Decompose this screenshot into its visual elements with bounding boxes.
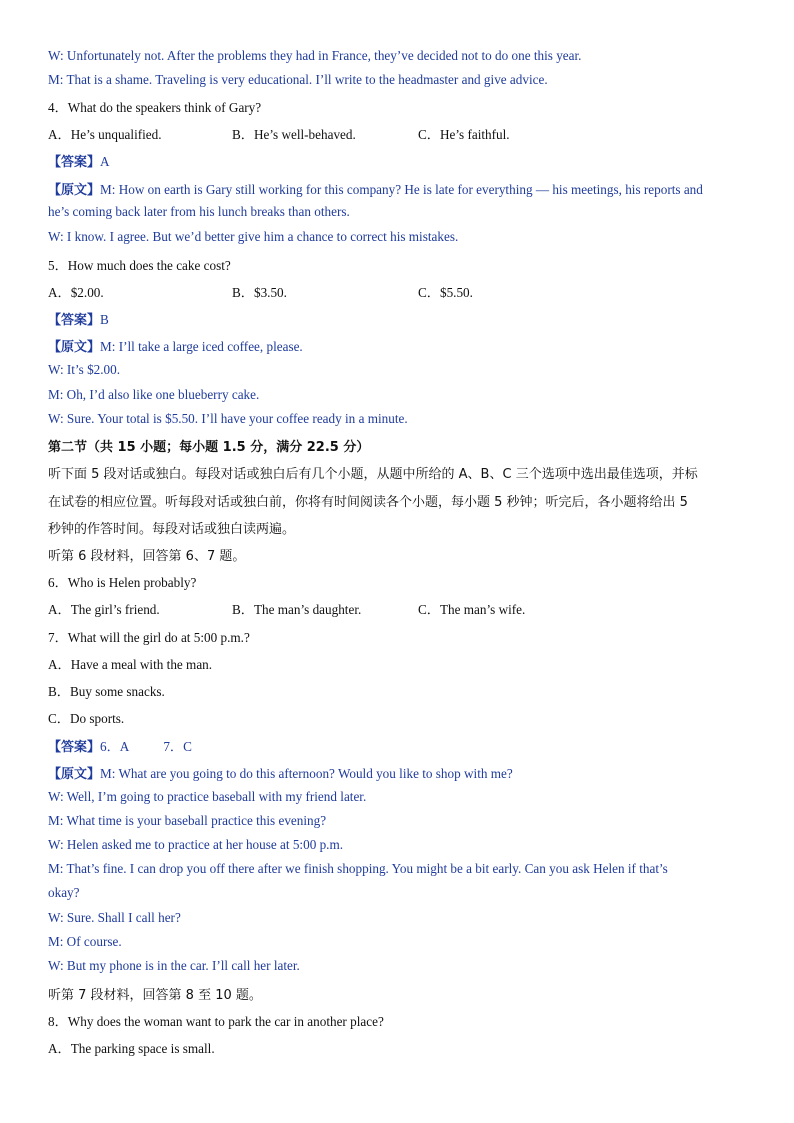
transcript-line: W: Helen asked me to practice at her house at 5:00 p.m. (48, 837, 344, 852)
question-4: 4．What do the speakers think of Gary? (48, 100, 262, 115)
question-5: 5．How much does the cake cost? (48, 258, 231, 273)
transcript-line: W: It’s $2.00. (48, 362, 121, 377)
transcript-line: W: Well, I’m going to practice baseball with my friend later. (48, 789, 367, 804)
transcript-line: W: Sure. Shall I call her? (48, 910, 181, 925)
option-b: B．$3.50. (232, 285, 287, 300)
options-q5 (48, 282, 473, 301)
transcript-tag: 【原文】 (48, 183, 101, 198)
dialogue-line: M: That is a shame. Traveling is very educational. I’ll write to the headmaster and give advice. (48, 72, 548, 87)
question-8: 8．Why does the woman want to park the car in another place? (48, 1014, 384, 1029)
transcript-tag: 【原文】 (48, 340, 101, 355)
option-c: C．$5.50. (418, 285, 473, 300)
option-c: C．The man’s wife. (418, 602, 526, 617)
instruction-line: 秒钟的作答时间。每段对话或独白读两遍。 (48, 522, 296, 537)
answer-tag: 【答案】 (48, 313, 101, 328)
answer-tag: 【答案】 (48, 155, 101, 170)
transcript-q6-q7 (48, 763, 513, 782)
transcript-line: okay? (48, 885, 80, 900)
answer-q6-q7 (48, 736, 192, 755)
transcript-q4 (48, 179, 703, 198)
option-a: A．The girl’s friend. (48, 602, 160, 617)
transcript-line: M: Oh, I’d also like one blueberry cake. (48, 387, 260, 402)
instruction-line: 在试卷的相应位置。听每段对话或独白前，你将有时间阅读各个小题，每小题 5 秒钟；听完后，各小题将给出 5 (48, 495, 688, 510)
transcript-line: M: What time is your baseball practice this evening? (48, 813, 327, 828)
section-heading: 第二节（共 15 小题；每小题 1.5 分，满分 22.5 分） (48, 440, 370, 455)
option-a: A．The parking space is small. (48, 1041, 215, 1056)
answer-value: 6．A (100, 739, 130, 754)
option-a: A．$2.00. (48, 285, 104, 300)
option-b: B．He’s well-behaved. (232, 127, 356, 142)
options-q6 (48, 599, 525, 618)
option-b: B．Buy some snacks. (48, 684, 165, 699)
option-c: C．He’s faithful. (418, 127, 510, 142)
transcript-text: M: I’ll take a large iced coffee, please. (100, 339, 303, 354)
transcript-text: M: What are you going to do this afternoon? Would you like to shop with me? (100, 766, 513, 781)
transcript-line: M: Of course. (48, 934, 122, 949)
transcript-tag: 【原文】 (48, 767, 101, 782)
material-heading: 听第 7 段材料，回答第 8 至 10 题。 (48, 988, 262, 1003)
question-7: 7．What will the girl do at 5:00 p.m.? (48, 630, 250, 645)
option-a: A．He’s unqualified. (48, 127, 162, 142)
transcript-line: W: Sure. Your total is $5.50. I’ll have your coffee ready in a minute. (48, 411, 408, 426)
instruction-line: 听下面 5 段对话或独白。每段对话或独白后有几个小题，从题中所给的 A、B、C 三个选项中选出最佳选项，并标 (48, 467, 698, 482)
answer-tag: 【答案】 (48, 740, 101, 755)
question-6: 6．Who is Helen probably? (48, 575, 197, 590)
option-a: A．Have a meal with the man. (48, 657, 213, 672)
transcript-q5 (48, 336, 303, 355)
transcript-text: M: How on earth is Gary still working for this company? He is late for everything — his meetings, his reports and (100, 182, 703, 197)
answer-value: B (100, 312, 109, 327)
option-b: B．The man’s daughter. (232, 602, 362, 617)
transcript-line: M: That’s fine. I can drop you off there after we finish shopping. You might be a bit early. Can you ask Helen if that’s (48, 861, 668, 876)
answer-q5 (48, 309, 109, 328)
option-c: C．Do sports. (48, 711, 125, 726)
dialogue-line: W: Unfortunately not. After the problems they had in France, they’ve decided not to do one this year. (48, 48, 582, 63)
answer-value: A (100, 154, 110, 169)
material-heading: 听第 6 段材料，回答第 6、7 题。 (48, 549, 246, 564)
answer-value: 7．C (163, 739, 192, 754)
options-q4 (48, 124, 510, 143)
transcript-line: W: I know. I agree. But we’d better give him a chance to correct his mistakes. (48, 229, 459, 244)
transcript-line: W: But my phone is in the car. I’ll call her later. (48, 958, 300, 973)
answer-q4 (48, 151, 110, 170)
transcript-line: he’s coming back later from his lunch breaks than others. (48, 204, 350, 219)
